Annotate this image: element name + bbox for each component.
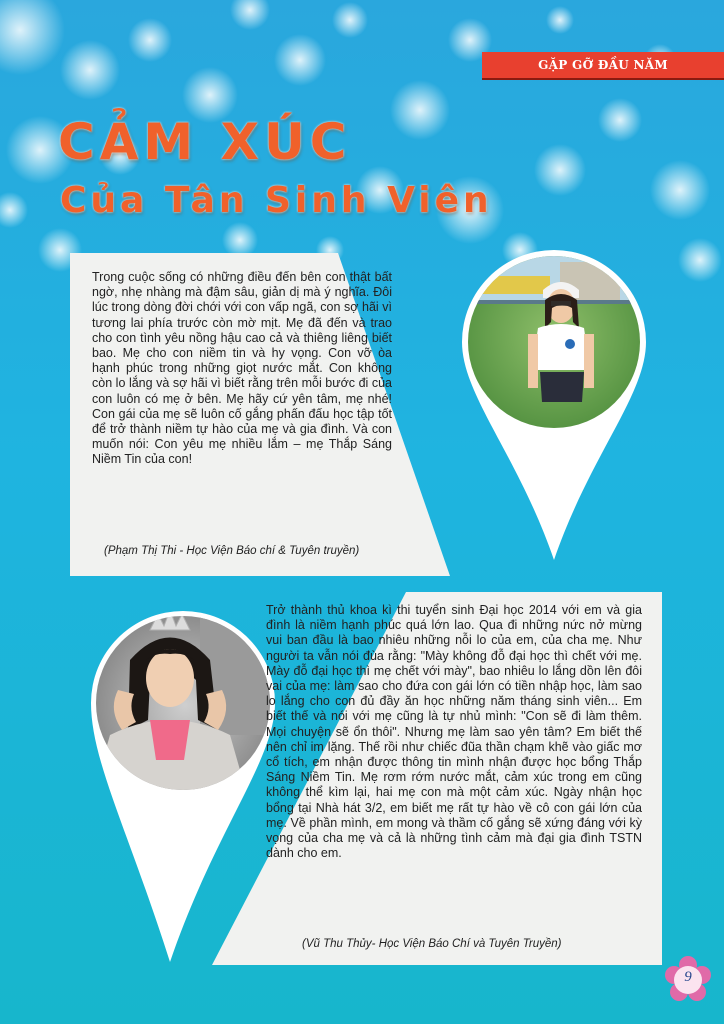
story2-signature: (Vũ Thu Thủy- Học Viện Báo Chí và Tuyên Truyền) [302, 938, 562, 950]
title-line-1: CẢM XÚC [58, 113, 352, 171]
story1-text: Trong cuộc sống có những điều đến bên con thật bất ngờ, nhẹ nhàng mà đậm sâu, giản dị mà ý nghĩa. Đôi lúc trong dòng đời chới với con vấp ngã, con sợ hãi vì tương lai phía trước còn mờ mịt. Mẹ đã đến và trao cho con tình yêu nồng hậu cao cả và thiêng liêng biết bao. Mẹ cho con niềm tin và hy vọng. Con vỡ òa hạnh phúc trong những giọt nước mắt. Con không còn lo lắng và sợ hãi vì biết rằng trên mỗi bước đi của con luôn có mẹ ở bên. Mẹ hãy cứ yên tâm, mẹ nhé! Con gái của mẹ sẽ luôn cố gắng phấn đấu học tập tốt để trở thành niềm tự hào của mẹ và gia đình. Và con muốn nói: Con yêu mẹ nhiều lắm – mẹ Thắp Sáng Niềm Tin của con! [92, 270, 392, 467]
section-tag: GẶP GỠ ĐẦU NĂM [482, 52, 724, 80]
page-number: 9 [684, 969, 692, 985]
story1-signature: (Phạm Thị Thi - Học Viện Báo chí & Tuyên truyền) [104, 545, 360, 557]
story2-text: Trở thành thủ khoa kì thi tuyển sinh Đại học 2014 với em và gia đình là niềm hạnh phúc quá lớn lao. Qua đi những nức nở mừng vui ban đầu là bao nhiêu những nỗi lo của em, của cha mẹ. Như người ta vẫn nói đùa rằng: "Mày không đỗ đại học thì chết với mẹ. Mày đỗ đại học thì mẹ chết với mày", bao nhiêu lo lắng dồn lên đôi vai của mẹ: làm sao cho đứa con gái lớn có tiền nhập học, làm sao lo lắng cho con đủ đầy ăn học những năm tháng sinh viên... Em biết thế và nói với mẹ cũng là tự nhủ mình: "Con sẽ đi làm thêm. Mọi chuyện sẽ ổn thôi". Nhưng mẹ làm sao yên tâm? Em biết thế nên chỉ im lặng. Thế rồi như chiếc đũa thần chạm khẽ vào giấc mơ cổ tích, em nhận được thông tin mình nhận được học bổng Thắp Sáng Niềm Tin. Mẹ rơm rớm nước mắt, cảm xúc trong em cũng không thể kìm lại, hai mẹ con mà một cảm xúc. Ngày nhận học bổng tại Nhà hát 3/2, em biết mẹ rất tự hào về cô con gái lớn của mẹ. Về phần mình, em mong và thầm cố gắng sẽ xứng đáng với kỳ vọng của cha mẹ và cả là những tình cảm mà đại gia đình TSTN dành cho em. [266, 603, 642, 861]
title-line-2: Của Tân Sinh Viên [60, 180, 493, 221]
